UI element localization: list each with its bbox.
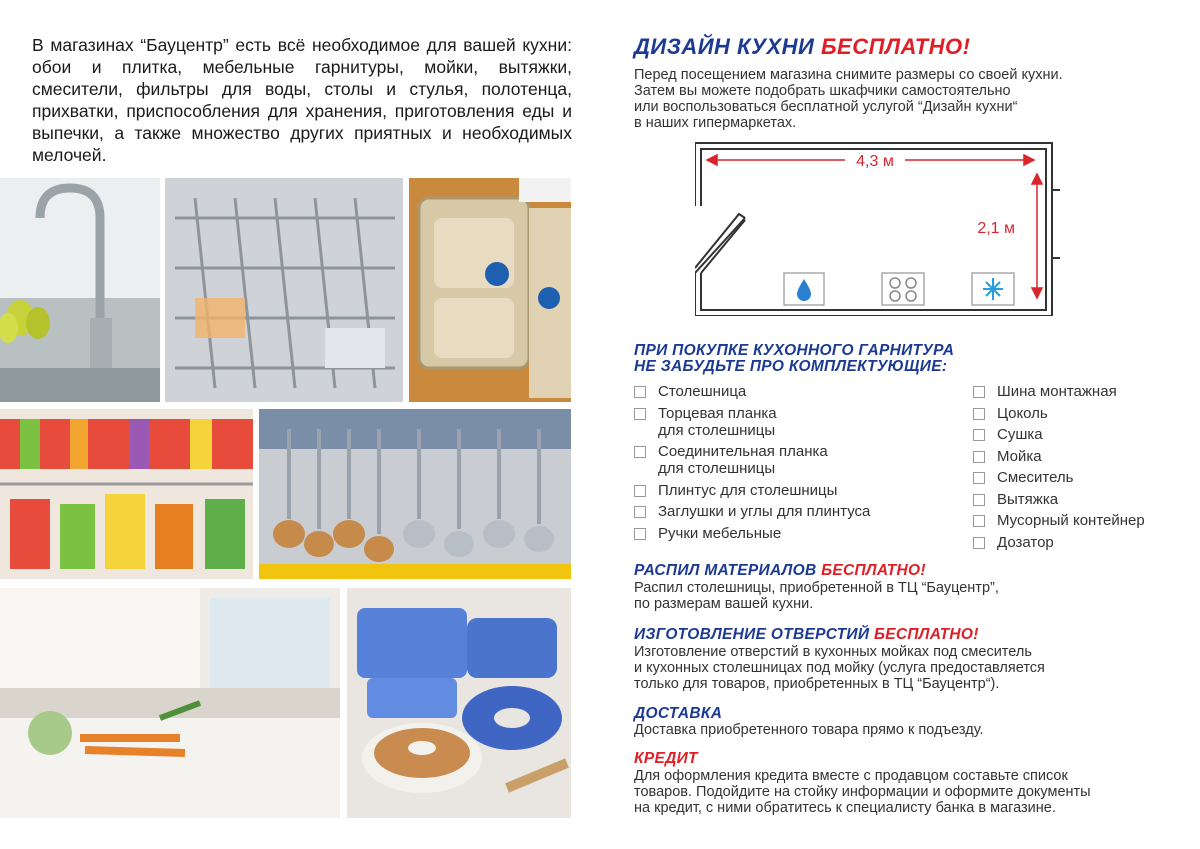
design-title-main: ДИЗАЙН КУХНИ xyxy=(634,34,821,59)
cutting-title xyxy=(634,563,926,579)
credit-line-3: на кредит, с ними обратитесь к специалисту банка в магазине. xyxy=(634,800,1056,816)
component-left-item-label: Столешница xyxy=(658,383,747,400)
checkbox-icon xyxy=(973,537,985,549)
component-left-item-label: Торцевая планка xyxy=(658,404,777,422)
component-right-item-label: Сушка xyxy=(997,426,1043,443)
component-right-item-label: Цоколь xyxy=(997,404,1048,422)
component-right-item-label: Шина монтажная xyxy=(997,383,1117,400)
photo-dish-racks xyxy=(165,178,403,402)
checkbox-icon xyxy=(973,515,985,527)
component-left-item-label: для столешницы xyxy=(658,421,776,439)
checkbox-icon xyxy=(973,408,985,420)
photo-ladles xyxy=(259,409,571,579)
photo-sinks xyxy=(409,178,571,402)
credit-title: КРЕДИТ xyxy=(634,750,698,767)
cutting-line-2: по размерам вашей кухни. xyxy=(634,596,814,612)
stove-icon xyxy=(882,273,924,305)
holes-line-3: только для товаров, приобретенных в ТЦ “Бауцентр“). xyxy=(634,676,1000,692)
component-right-item xyxy=(973,405,1183,422)
component-right-item xyxy=(973,448,1183,465)
component-left-item-label: Плинтус для столешницы xyxy=(658,481,838,499)
components-title-line-2: НЕ ЗАБУДЬТЕ ПРО КОМПЛЕКТУЮЩИЕ: xyxy=(634,358,948,375)
checkbox-icon xyxy=(634,446,646,458)
component-left-item xyxy=(634,525,954,542)
checkbox-icon xyxy=(973,386,985,398)
component-left-item xyxy=(634,443,954,477)
holes-title-main: ИЗГОТОВЛЕНИЕ ОТВЕРСТИЙ xyxy=(634,626,874,643)
kitchen-plan-diagram xyxy=(695,138,1060,316)
components-title-line-1: ПРИ ПОКУПКЕ КУХОННОГО ГАРНИТУРА xyxy=(634,342,955,359)
component-right-item-label: Мойка xyxy=(997,447,1042,465)
components-list-left xyxy=(634,383,954,546)
plan-height-label: 2,1 м xyxy=(977,220,1015,237)
component-left-item xyxy=(634,482,954,499)
components-list-right xyxy=(973,383,1183,555)
component-right-item-label: Смеситель xyxy=(997,469,1074,486)
checkbox-icon xyxy=(634,386,646,398)
component-left-item-label: Ручки мебельные xyxy=(658,524,782,542)
delivery-title: ДОСТАВКА xyxy=(634,705,723,722)
holes-title xyxy=(634,627,979,643)
component-left-item-label: Заглушки и углы для плинтуса xyxy=(658,503,871,520)
component-left-item xyxy=(634,383,954,400)
component-right-item xyxy=(973,469,1183,486)
checkbox-icon xyxy=(634,506,646,518)
design-line-1: Перед посещением магазина снимите размеры со своей кухни. xyxy=(634,67,1063,83)
design-title-free: БЕСПЛАТНО! xyxy=(820,34,971,59)
checkbox-icon xyxy=(973,429,985,441)
component-left-item-label: Соединительная планка xyxy=(658,443,828,460)
photo-kitchen-interior xyxy=(0,588,340,818)
credit-line-2: товаров. Подойдите на стойку информации и оформите документы xyxy=(634,784,1091,800)
holes-line-1: Изготовление отверстий в кухонных мойках под смеситель xyxy=(634,644,1032,660)
design-title xyxy=(634,34,971,60)
component-left-item xyxy=(634,503,954,520)
component-right-item xyxy=(973,383,1183,400)
component-left-item xyxy=(634,405,954,439)
holes-line-2: и кухонных столешницах под мойку (услуга предоставляется xyxy=(634,660,1045,676)
component-right-item-label: Вытяжка xyxy=(997,490,1059,508)
credit-line-1: Для оформления кредита вместе с продавцом составьте список xyxy=(634,768,1068,784)
photo-faucet xyxy=(0,178,160,402)
holes-title-free: БЕСПЛАТНО! xyxy=(873,626,979,643)
photo-baking-molds xyxy=(347,588,571,818)
delivery-line-1: Доставка приобретенного товара прямо к подъезду. xyxy=(634,722,984,738)
checkbox-icon xyxy=(973,494,985,506)
design-line-4: в наших гипермаркетах. xyxy=(634,115,797,131)
cutting-title-free: БЕСПЛАТНО! xyxy=(821,562,926,579)
cutting-title-main: РАСПИЛ МАТЕРИАЛОВ xyxy=(634,562,822,579)
component-right-item-label: Дозатор xyxy=(997,533,1054,551)
component-right-item xyxy=(973,491,1183,508)
component-right-item xyxy=(973,534,1183,551)
plan-width-label: 4,3 м xyxy=(856,153,894,170)
checkbox-icon xyxy=(634,485,646,497)
checkbox-icon xyxy=(634,528,646,540)
component-right-item xyxy=(973,512,1183,529)
photo-kitchen-utensils xyxy=(0,409,253,579)
cutting-line-1: Распил столешницы, приобретенной в ТЦ “Бауцентр”, xyxy=(634,580,999,596)
checkbox-icon xyxy=(973,472,985,484)
component-left-item-label: для столешницы xyxy=(658,460,776,477)
component-right-item-label: Мусорный контейнер xyxy=(997,512,1145,529)
design-line-3: или воспользоваться бесплатной услугой “Дизайн кухни“ xyxy=(634,99,1018,115)
intro-paragraph: В магазинах “Бауцентр” есть всё необходимое для вашей кухни: обои и плитка, мебельные гарнитуры, мойки, вытяжки, смесители, фильтры для воды, столы и стулья, полотенца, прихватки, приспособления для хранения, приготовления еды и выпечки, а также множество других приятных и необходимых мелочей. xyxy=(32,35,572,165)
component-right-item xyxy=(973,426,1183,443)
checkbox-icon xyxy=(973,451,985,463)
design-line-2: Затем вы можете подобрать шкафчики самостоятельно xyxy=(634,83,1011,99)
checkbox-icon xyxy=(634,408,646,420)
